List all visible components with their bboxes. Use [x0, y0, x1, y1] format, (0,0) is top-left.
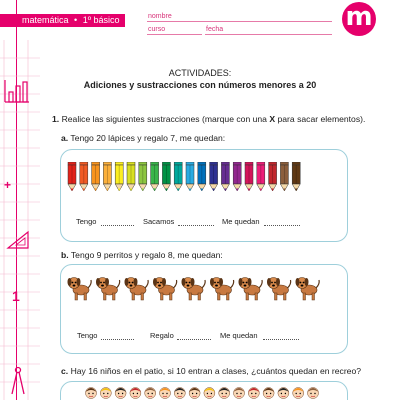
pencil-icon[interactable] — [68, 162, 76, 191]
part-b-label-regalo: Regalo — [150, 331, 174, 340]
subject-text — [22, 14, 120, 27]
margin-digit: 1 — [12, 288, 20, 304]
pencil-icon[interactable] — [280, 162, 288, 191]
part-c-text: Hay 16 niños en el patio, si 10 entran a clases, ¿cuántos quedan en recreo? — [70, 366, 362, 376]
dog-icon[interactable] — [125, 278, 149, 301]
kids-row — [84, 383, 324, 400]
child-icon[interactable] — [308, 388, 319, 399]
part-b-blank-regalo[interactable] — [177, 339, 211, 340]
dog-icon[interactable] — [96, 278, 120, 301]
name-label: nombre — [148, 13, 172, 20]
child-icon[interactable] — [130, 388, 141, 399]
pencil-icon[interactable] — [257, 162, 265, 191]
pencil-icon[interactable] — [92, 162, 100, 191]
pencil-icon[interactable] — [245, 162, 253, 191]
child-icon[interactable] — [86, 388, 97, 399]
pencil-icon[interactable] — [162, 162, 170, 191]
part-a-label-tengo: Tengo — [76, 217, 97, 226]
instruction-x: X — [269, 114, 276, 124]
page-header — [0, 0, 400, 40]
dog-icon[interactable] — [296, 278, 320, 301]
child-icon[interactable] — [174, 388, 185, 399]
dog-icon[interactable] — [153, 278, 177, 301]
plus-icon: + — [4, 178, 12, 192]
date-label: fecha — [206, 26, 224, 33]
subject-separator: • — [74, 15, 78, 25]
subject-label: matemática — [22, 15, 69, 25]
child-icon[interactable] — [234, 388, 245, 399]
part-b-blank-tengo[interactable] — [101, 339, 134, 340]
dog-icon[interactable] — [182, 278, 206, 301]
child-icon[interactable] — [160, 388, 171, 399]
pencil-icon[interactable] — [174, 162, 182, 191]
course-field[interactable] — [147, 34, 202, 35]
part-b-letter: b. — [61, 250, 69, 260]
pencil-icon[interactable] — [221, 162, 229, 191]
pencil-icon[interactable] — [198, 162, 206, 191]
part-a-prompt — [61, 133, 225, 143]
name-field[interactable] — [147, 21, 332, 22]
dog-icon[interactable] — [239, 278, 263, 301]
child-icon[interactable] — [263, 388, 274, 399]
pencil-icon[interactable] — [103, 162, 111, 191]
child-icon[interactable] — [293, 388, 304, 399]
part-c-prompt — [61, 366, 361, 376]
part-c-letter: c. — [61, 366, 69, 376]
child-icon[interactable] — [145, 388, 156, 399]
child-icon[interactable] — [204, 388, 215, 399]
pencil-icon[interactable] — [292, 162, 300, 191]
pencil-icon[interactable] — [210, 162, 218, 191]
part-a-letter: a. — [61, 133, 69, 143]
child-icon[interactable] — [219, 388, 230, 399]
triangle-ruler-icon — [6, 230, 30, 250]
part-b-label-me-quedan: Me quedan — [220, 331, 258, 340]
part-b-text: Tengo 9 perritos y regalo 8, me quedan: — [70, 250, 223, 260]
activities-subheading: Adiciones y sustracciones con números menores a 20 — [83, 80, 317, 90]
dog-row — [66, 273, 346, 303]
activities-heading: ACTIVIDADES: — [168, 68, 232, 78]
child-icon[interactable] — [189, 388, 200, 399]
part-b-blank-me-quedan[interactable] — [263, 339, 299, 340]
child-icon[interactable] — [278, 388, 289, 399]
part-a-label-me-quedan: Me quedan — [222, 217, 260, 226]
date-field[interactable] — [205, 34, 332, 35]
grade-label: 1º básico — [82, 15, 120, 25]
pencil-icon[interactable] — [233, 162, 241, 191]
dog-icon[interactable] — [68, 278, 92, 301]
part-a-blank-tengo[interactable] — [101, 225, 134, 226]
child-icon[interactable] — [100, 388, 111, 399]
child-icon[interactable] — [248, 388, 259, 399]
part-b-label-tengo: Tengo — [77, 331, 98, 340]
pencil-icon[interactable] — [80, 162, 88, 191]
exercise-instruction — [52, 114, 365, 124]
logo: m — [342, 2, 376, 36]
instruction-start: Realice las siguientes sustracciones (marque con una — [61, 114, 270, 124]
dog-icon[interactable] — [210, 278, 234, 301]
pencil-icon[interactable] — [115, 162, 123, 191]
instruction-end: para sacar elementos). — [275, 114, 366, 124]
pencil-icon[interactable] — [269, 162, 277, 191]
pencil-icon[interactable] — [127, 162, 135, 191]
child-icon[interactable] — [115, 388, 126, 399]
part-a-blank-sacamos[interactable] — [178, 225, 214, 226]
pencil-icon[interactable] — [151, 162, 159, 191]
part-a-blank-me-quedan[interactable] — [264, 225, 300, 226]
pencil-icon[interactable] — [186, 162, 194, 191]
course-label: curso — [148, 26, 166, 33]
part-b-prompt — [61, 250, 223, 260]
exercise-number: 1. — [52, 114, 60, 124]
pencil-row — [67, 162, 303, 192]
dog-icon[interactable] — [267, 278, 291, 301]
pencil-icon[interactable] — [139, 162, 147, 191]
compass-icon — [8, 366, 28, 396]
part-a-label-sacamos: Sacamos — [143, 217, 175, 226]
part-a-text: Tengo 20 lápices y regalo 7, me quedan: — [70, 133, 226, 143]
